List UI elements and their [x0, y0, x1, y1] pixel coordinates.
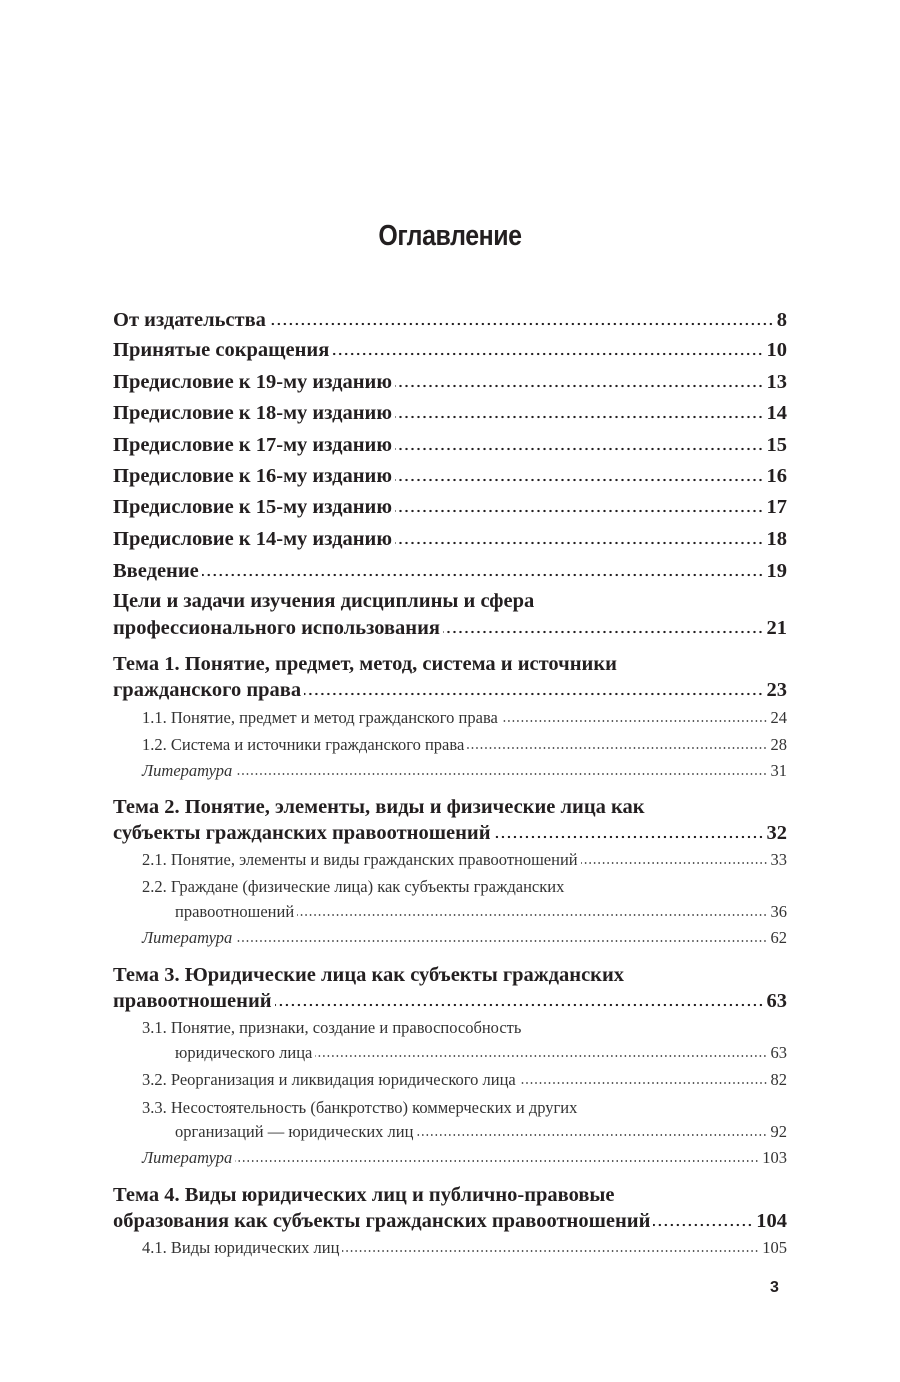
- toc-entry-title: Тема 4. Виды юридических лиц и публично-правовые: [113, 1184, 615, 1206]
- toc-entry-title: Тема 2. Понятие, элементы, виды и физические лица как: [113, 796, 645, 818]
- toc-page-number: 16: [766, 465, 787, 487]
- toc-entry[interactable]: [113, 400, 787, 426]
- toc-entry-title: 2.1. Понятие, элементы и виды гражданских правоотношений: [142, 850, 578, 869]
- toc-page-number: 31: [770, 761, 787, 780]
- dot-leader: [202, 573, 764, 577]
- dot-leader: [332, 352, 763, 356]
- toc-page-number: 13: [766, 371, 787, 393]
- toc-page-number: 62: [770, 928, 787, 947]
- page-number: 3: [770, 1279, 779, 1296]
- dot-leader: [235, 1159, 759, 1163]
- toc-page-number: 24: [770, 708, 787, 727]
- dot-leader: [395, 478, 764, 482]
- toc-page-number: 21: [766, 617, 787, 639]
- toc-entry-title: Предисловие к 16-му изданию: [113, 465, 392, 487]
- toc-entry-title: Литература: [142, 761, 233, 780]
- dot-leader: [395, 509, 764, 513]
- toc-entry-title: 1.2. Система и источники гражданского права: [142, 735, 465, 754]
- toc-entry-title: Введение: [113, 560, 199, 582]
- dot-leader: [297, 913, 767, 917]
- dot-leader: [342, 1249, 759, 1253]
- toc-page-number: 10: [766, 339, 787, 361]
- toc-entry-line[interactable]: [113, 588, 787, 614]
- toc-entry[interactable]: [142, 1235, 787, 1261]
- toc-page-number: 15: [766, 434, 787, 456]
- toc-entry-title: 3.2. Реорганизация и ликвидация юридического лица: [142, 1070, 516, 1089]
- page-title: Оглавление: [378, 220, 522, 252]
- toc-page-number: 63: [766, 990, 787, 1012]
- toc-page-number: 82: [770, 1070, 787, 1089]
- toc-entry-title: Предисловие к 18-му изданию: [113, 402, 392, 424]
- toc-entry-title: Предисловие к 19-му изданию: [113, 371, 392, 393]
- toc-entry-line[interactable]: [142, 1095, 787, 1121]
- toc-entry-title: организаций — юридических лиц: [175, 1122, 414, 1141]
- toc-page-number: 105: [762, 1238, 787, 1257]
- toc-entry-title: 2.2. Граждане (физические лица) как субъекты гражданских: [142, 877, 565, 896]
- toc-entry[interactable]: [113, 1208, 787, 1234]
- toc-entry[interactable]: [142, 925, 787, 951]
- toc-entry[interactable]: [113, 307, 787, 333]
- dot-leader: [581, 861, 768, 865]
- toc-entry[interactable]: [113, 369, 787, 395]
- toc-entry[interactable]: [142, 705, 787, 731]
- toc-entry-title: От издательства: [113, 309, 266, 331]
- toc-entry-line[interactable]: [142, 874, 787, 900]
- toc-page-number: 14: [766, 402, 787, 424]
- dot-leader: [315, 1054, 767, 1058]
- toc-entry-title: Тема 3. Юридические лица как субъекты гражданских: [113, 964, 625, 986]
- toc-entry-line[interactable]: [113, 1182, 787, 1208]
- toc-entry[interactable]: [113, 463, 787, 489]
- toc-page-number: 63: [770, 1043, 787, 1062]
- toc-entry-title: Принятые сокращения: [113, 339, 330, 361]
- toc-page-number: 103: [762, 1148, 787, 1167]
- toc-entry[interactable]: [113, 615, 787, 641]
- toc-entry[interactable]: [113, 988, 787, 1014]
- dot-leader: [416, 1133, 767, 1137]
- toc-entry-title: субъекты гражданских правоотношений: [113, 822, 491, 844]
- toc-entry-title: 3.1. Понятие, признаки, создание и правоспособность: [142, 1018, 522, 1037]
- toc-entry-title: гражданского права: [113, 679, 302, 701]
- toc-page-number: 23: [766, 679, 787, 701]
- toc-entry-line[interactable]: [113, 962, 787, 988]
- toc-entry[interactable]: [113, 677, 787, 703]
- toc-entry-title: образования как субъекты гражданских правоотношений: [113, 1210, 651, 1232]
- toc-page-number: 104: [756, 1210, 787, 1232]
- toc-entry-title: Цели и задачи изучения дисциплины и сфера: [113, 590, 535, 612]
- toc-page-number: 17: [766, 496, 787, 518]
- toc-entry-title: 1.1. Понятие, предмет и метод гражданского права: [142, 708, 498, 727]
- toc-entry-title: Предисловие к 15-му изданию: [113, 496, 392, 518]
- dot-leader: [235, 772, 767, 776]
- toc-page-number: 92: [770, 1122, 787, 1141]
- toc-entry-title: юридического лица: [175, 1043, 313, 1062]
- toc-entry-title: Предисловие к 14-му изданию: [113, 528, 392, 550]
- toc-entry[interactable]: [142, 847, 787, 873]
- toc-entry[interactable]: [113, 337, 787, 363]
- dot-leader: [275, 1003, 764, 1007]
- toc-entry-title: Предисловие к 17-му изданию: [113, 434, 392, 456]
- toc-entry[interactable]: [113, 558, 787, 584]
- toc-entry[interactable]: [142, 732, 787, 758]
- toc-entry-line[interactable]: [113, 651, 787, 677]
- dot-leader: [501, 719, 768, 723]
- toc-page-number: 33: [770, 850, 787, 869]
- toc-entry-line[interactable]: [142, 1015, 787, 1041]
- toc-entry[interactable]: [142, 1145, 787, 1171]
- toc-entry[interactable]: [113, 432, 787, 458]
- toc-page-number: 18: [766, 528, 787, 550]
- toc-entry-title: правоотношений: [113, 990, 272, 1012]
- dot-leader: [653, 1223, 753, 1227]
- toc-entry-title: правоотношений: [175, 902, 295, 921]
- dot-leader: [395, 447, 764, 451]
- toc-entry[interactable]: [142, 1067, 787, 1093]
- toc-entry[interactable]: [113, 494, 787, 520]
- toc-entry-title: 4.1. Виды юридических лиц: [142, 1238, 340, 1257]
- dot-leader: [494, 835, 764, 839]
- toc-entry[interactable]: [175, 1119, 787, 1145]
- toc-entry-title: Литература: [142, 1148, 233, 1167]
- toc-page-number: 36: [770, 902, 787, 921]
- dot-leader: [467, 746, 767, 750]
- dot-leader: [269, 322, 774, 326]
- dot-leader: [304, 692, 763, 696]
- toc-entry-line[interactable]: [113, 794, 787, 820]
- dot-leader: [443, 630, 763, 634]
- toc-entry[interactable]: [175, 1040, 787, 1066]
- toc-entry-title: Литература: [142, 928, 233, 947]
- toc-entry-title: 3.3. Несостоятельность (банкротство) коммерческих и других: [142, 1098, 578, 1117]
- toc-entry-title: профессионального использования: [113, 617, 441, 639]
- dot-leader: [235, 939, 767, 943]
- toc-page-number: 19: [766, 560, 787, 582]
- dot-leader: [395, 415, 764, 419]
- toc-entry[interactable]: [142, 758, 787, 784]
- dot-leader: [395, 384, 764, 388]
- toc-entry[interactable]: [113, 820, 787, 846]
- toc-page-number: 32: [766, 822, 787, 844]
- toc-entry-title: Тема 1. Понятие, предмет, метод, система и источники: [113, 653, 617, 675]
- toc-page-number: 8: [776, 309, 787, 331]
- toc-entry[interactable]: [113, 526, 787, 552]
- dot-leader: [395, 541, 764, 545]
- toc-entry[interactable]: [175, 899, 787, 925]
- dot-leader: [519, 1081, 768, 1085]
- toc-page-number: 28: [770, 735, 787, 754]
